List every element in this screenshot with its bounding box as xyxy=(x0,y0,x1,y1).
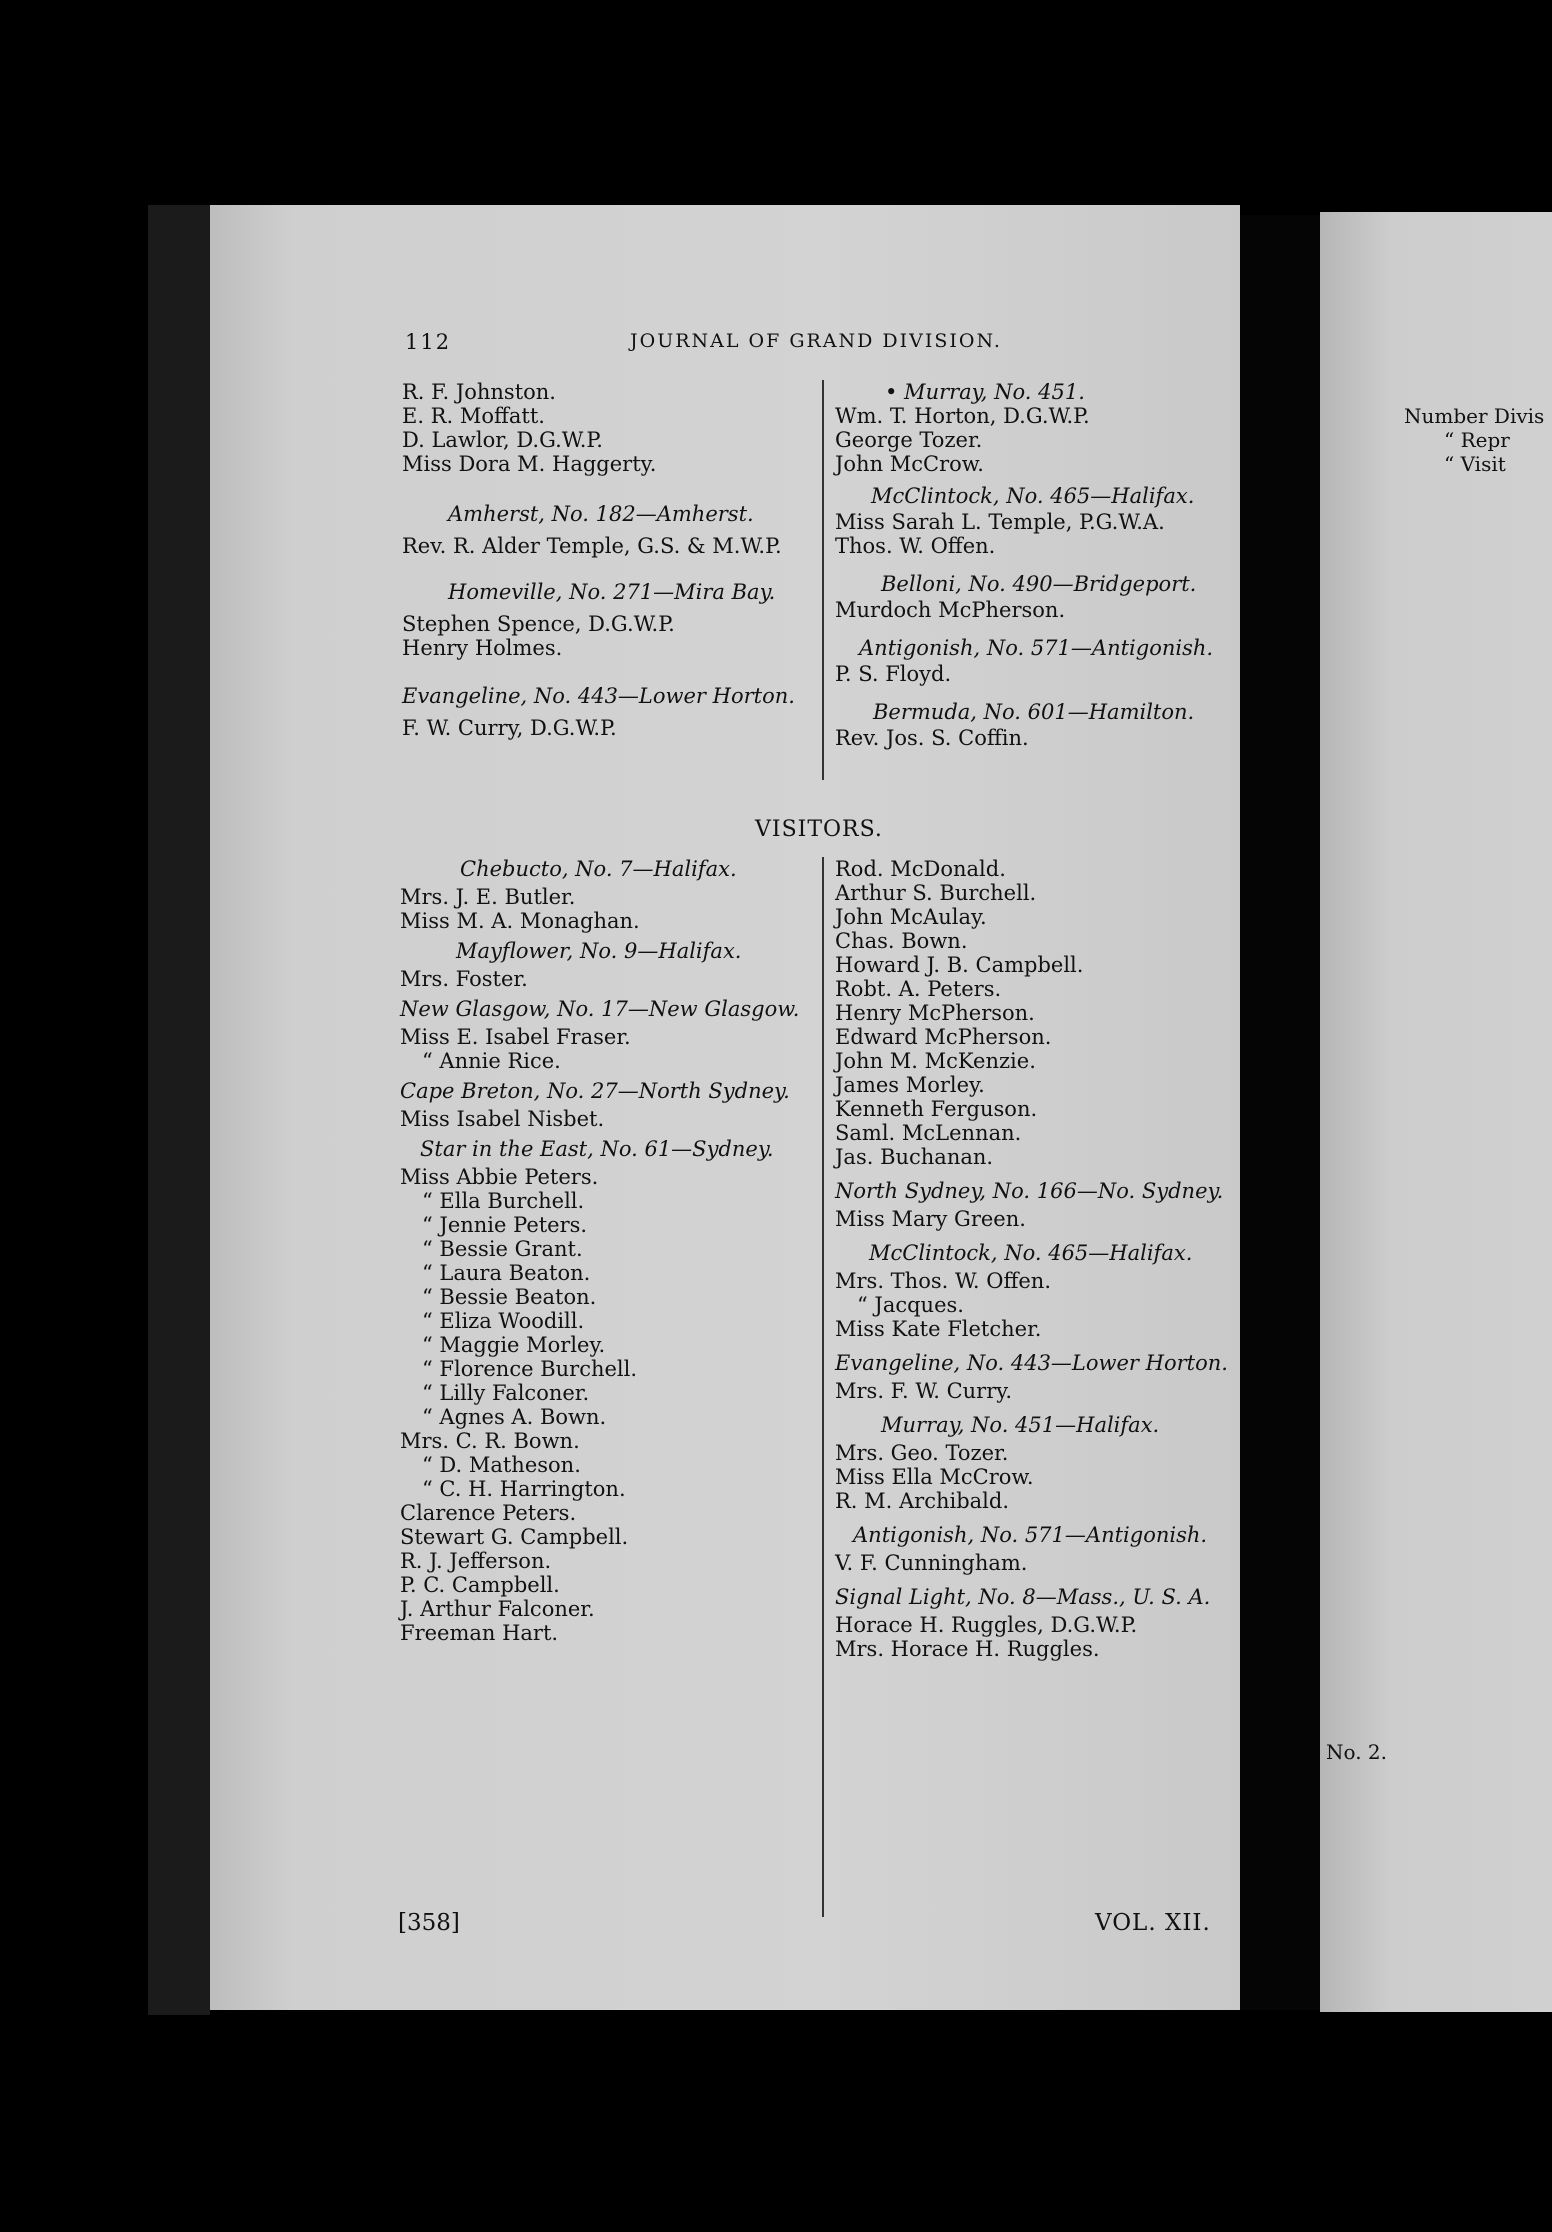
list-item: Mrs. J. E. Butler. xyxy=(400,885,576,909)
list-item: “ Maggie Morley. xyxy=(422,1333,606,1357)
list-item: Edward McPherson. xyxy=(835,1025,1052,1049)
list-item: P. S. Floyd. xyxy=(835,662,952,686)
division-heading: Homeville, No. 271—Mira Bay. xyxy=(448,580,776,604)
list-item: James Morley. xyxy=(835,1073,985,1097)
facing-text: No. 2. xyxy=(1326,1740,1387,1764)
list-item: E. R. Moffatt. xyxy=(402,404,545,428)
list-item: “ D. Matheson. xyxy=(422,1453,581,1477)
book-spine xyxy=(148,205,210,2015)
list-item: Murdoch McPherson. xyxy=(835,598,1066,622)
page-header xyxy=(210,330,1240,370)
list-item: Mrs. C. R. Bown. xyxy=(400,1429,580,1453)
list-item: Freeman Hart. xyxy=(400,1621,559,1645)
list-item: Jas. Buchanan. xyxy=(835,1145,994,1169)
list-item: R. J. Jefferson. xyxy=(400,1549,552,1573)
list-item: “ Laura Beaton. xyxy=(422,1261,591,1285)
running-title: JOURNAL OF GRAND DIVISION. xyxy=(630,330,1002,352)
list-item: Mrs. Thos. W. Offen. xyxy=(835,1269,1051,1293)
list-item: Stewart G. Campbell. xyxy=(400,1525,629,1549)
division-heading: Bermuda, No. 601—Hamilton. xyxy=(873,700,1195,724)
list-item: Rev. R. Alder Temple, G.S. & M.W.P. xyxy=(402,534,782,558)
list-item: P. C. Campbell. xyxy=(400,1573,560,1597)
list-item: Horace H. Ruggles, D.G.W.P. xyxy=(835,1613,1138,1637)
division-heading: New Glasgow, No. 17—New Glasgow. xyxy=(400,997,800,1021)
list-item: John McCrow. xyxy=(835,452,984,476)
list-item: George Tozer. xyxy=(835,428,983,452)
division-heading: Chebucto, No. 7—Halifax. xyxy=(460,857,737,881)
list-item: Mrs. Foster. xyxy=(400,967,528,991)
list-item: “ Florence Burchell. xyxy=(422,1357,638,1381)
list-item: “ Ella Burchell. xyxy=(422,1189,585,1213)
page-signature: [358] xyxy=(398,1910,460,1936)
list-item: D. Lawlor, D.G.W.P. xyxy=(402,428,603,452)
division-heading: Murray, No. 451—Halifax. xyxy=(881,1413,1160,1437)
list-item: R. M. Archibald. xyxy=(835,1489,1010,1513)
list-item: “ Bessie Beaton. xyxy=(422,1285,597,1309)
division-heading: Signal Light, No. 8—Mass., U. S. A. xyxy=(835,1585,1211,1609)
division-heading: Antigonish, No. 571—Antigonish. xyxy=(853,1523,1208,1547)
list-item: Miss Kate Fletcher. xyxy=(835,1317,1042,1341)
division-heading: Evangeline, No. 443—Lower Horton. xyxy=(402,684,795,708)
page-number: 112 xyxy=(405,330,452,354)
division-heading: Antigonish, No. 571—Antigonish. xyxy=(859,636,1214,660)
list-item: R. F. Johnston. xyxy=(402,380,556,404)
list-item: “ Jennie Peters. xyxy=(422,1213,588,1237)
list-item: Mrs. Horace H. Ruggles. xyxy=(835,1637,1100,1661)
list-item: Thos. W. Offen. xyxy=(835,534,996,558)
division-heading: Cape Breton, No. 27—North Sydney. xyxy=(400,1079,790,1103)
journal-page xyxy=(210,205,1240,2010)
list-item: Miss Dora M. Haggerty. xyxy=(402,452,657,476)
division-heading: Star in the East, No. 61—Sydney. xyxy=(420,1137,774,1161)
list-item: Mrs. F. W. Curry. xyxy=(835,1379,1013,1403)
facing-text: Number Divis xyxy=(1404,404,1545,428)
list-item: Miss E. Isabel Fraser. xyxy=(400,1025,631,1049)
list-item: Henry Holmes. xyxy=(402,636,563,660)
list-item: Clarence Peters. xyxy=(400,1501,577,1525)
list-item: Chas. Bown. xyxy=(835,929,968,953)
division-heading: Amherst, No. 182—Amherst. xyxy=(448,502,754,526)
volume-label: VOL. XII. xyxy=(1095,1910,1211,1936)
members-left-column xyxy=(402,380,822,740)
list-item: Miss Isabel Nisbet. xyxy=(400,1107,605,1131)
list-item: Kenneth Ferguson. xyxy=(835,1097,1038,1121)
list-item: “ Eliza Woodill. xyxy=(422,1309,585,1333)
list-item: John M. McKenzie. xyxy=(835,1049,1036,1073)
visitors-right-column xyxy=(835,857,1235,1661)
facing-text: “ Visit xyxy=(1444,452,1506,476)
list-item: John McAulay. xyxy=(835,905,987,929)
division-heading: Belloni, No. 490—Bridgeport. xyxy=(881,572,1197,596)
list-item: Howard J. B. Campbell. xyxy=(835,953,1084,977)
members-right-column xyxy=(835,380,1235,750)
list-item: Miss Mary Green. xyxy=(835,1207,1026,1231)
list-item: V. F. Cunningham. xyxy=(835,1551,1028,1575)
list-item: “ Agnes A. Bown. xyxy=(422,1405,607,1429)
list-item: “ Annie Rice. xyxy=(422,1049,561,1073)
list-item: J. Arthur Falconer. xyxy=(400,1597,595,1621)
list-item: Saml. McLennan. xyxy=(835,1121,1022,1145)
list-item: Miss M. A. Monaghan. xyxy=(400,909,640,933)
list-item: Rod. McDonald. xyxy=(835,857,1006,881)
division-heading: • Murray, No. 451. xyxy=(885,380,1085,404)
division-heading: Evangeline, No. 443—Lower Horton. xyxy=(835,1351,1228,1375)
facing-page xyxy=(1320,212,1552,2012)
list-item: “ Bessie Grant. xyxy=(422,1237,583,1261)
column-divider xyxy=(822,857,824,1917)
list-item: Mrs. Geo. Tozer. xyxy=(835,1441,1009,1465)
division-heading: McClintock, No. 465—Halifax. xyxy=(871,484,1195,508)
facing-text: “ Repr xyxy=(1444,428,1510,452)
list-item: “ C. H. Harrington. xyxy=(422,1477,626,1501)
division-heading: North Sydney, No. 166—No. Sydney. xyxy=(835,1179,1224,1203)
list-item: Miss Abbie Peters. xyxy=(400,1165,599,1189)
division-heading: McClintock, No. 465—Halifax. xyxy=(869,1241,1193,1265)
division-heading: Mayflower, No. 9—Halifax. xyxy=(456,939,742,963)
list-item: “ Lilly Falconer. xyxy=(422,1381,590,1405)
list-item: Arthur S. Burchell. xyxy=(835,881,1037,905)
list-item: Miss Ella McCrow. xyxy=(835,1465,1034,1489)
list-item: Rev. Jos. S. Coffin. xyxy=(835,726,1029,750)
list-item: “ Jacques. xyxy=(857,1293,964,1317)
list-item: Henry McPherson. xyxy=(835,1001,1035,1025)
page-gutter xyxy=(1240,215,1320,2010)
visitors-title: VISITORS. xyxy=(755,817,883,842)
list-item: Miss Sarah L. Temple, P.G.W.A. xyxy=(835,510,1165,534)
column-divider xyxy=(822,380,824,780)
list-item: F. W. Curry, D.G.W.P. xyxy=(402,716,617,740)
list-item: Wm. T. Horton, D.G.W.P. xyxy=(835,404,1090,428)
list-item: Stephen Spence, D.G.W.P. xyxy=(402,612,675,636)
list-item: Robt. A. Peters. xyxy=(835,977,1002,1001)
visitors-left-column xyxy=(400,857,820,1645)
